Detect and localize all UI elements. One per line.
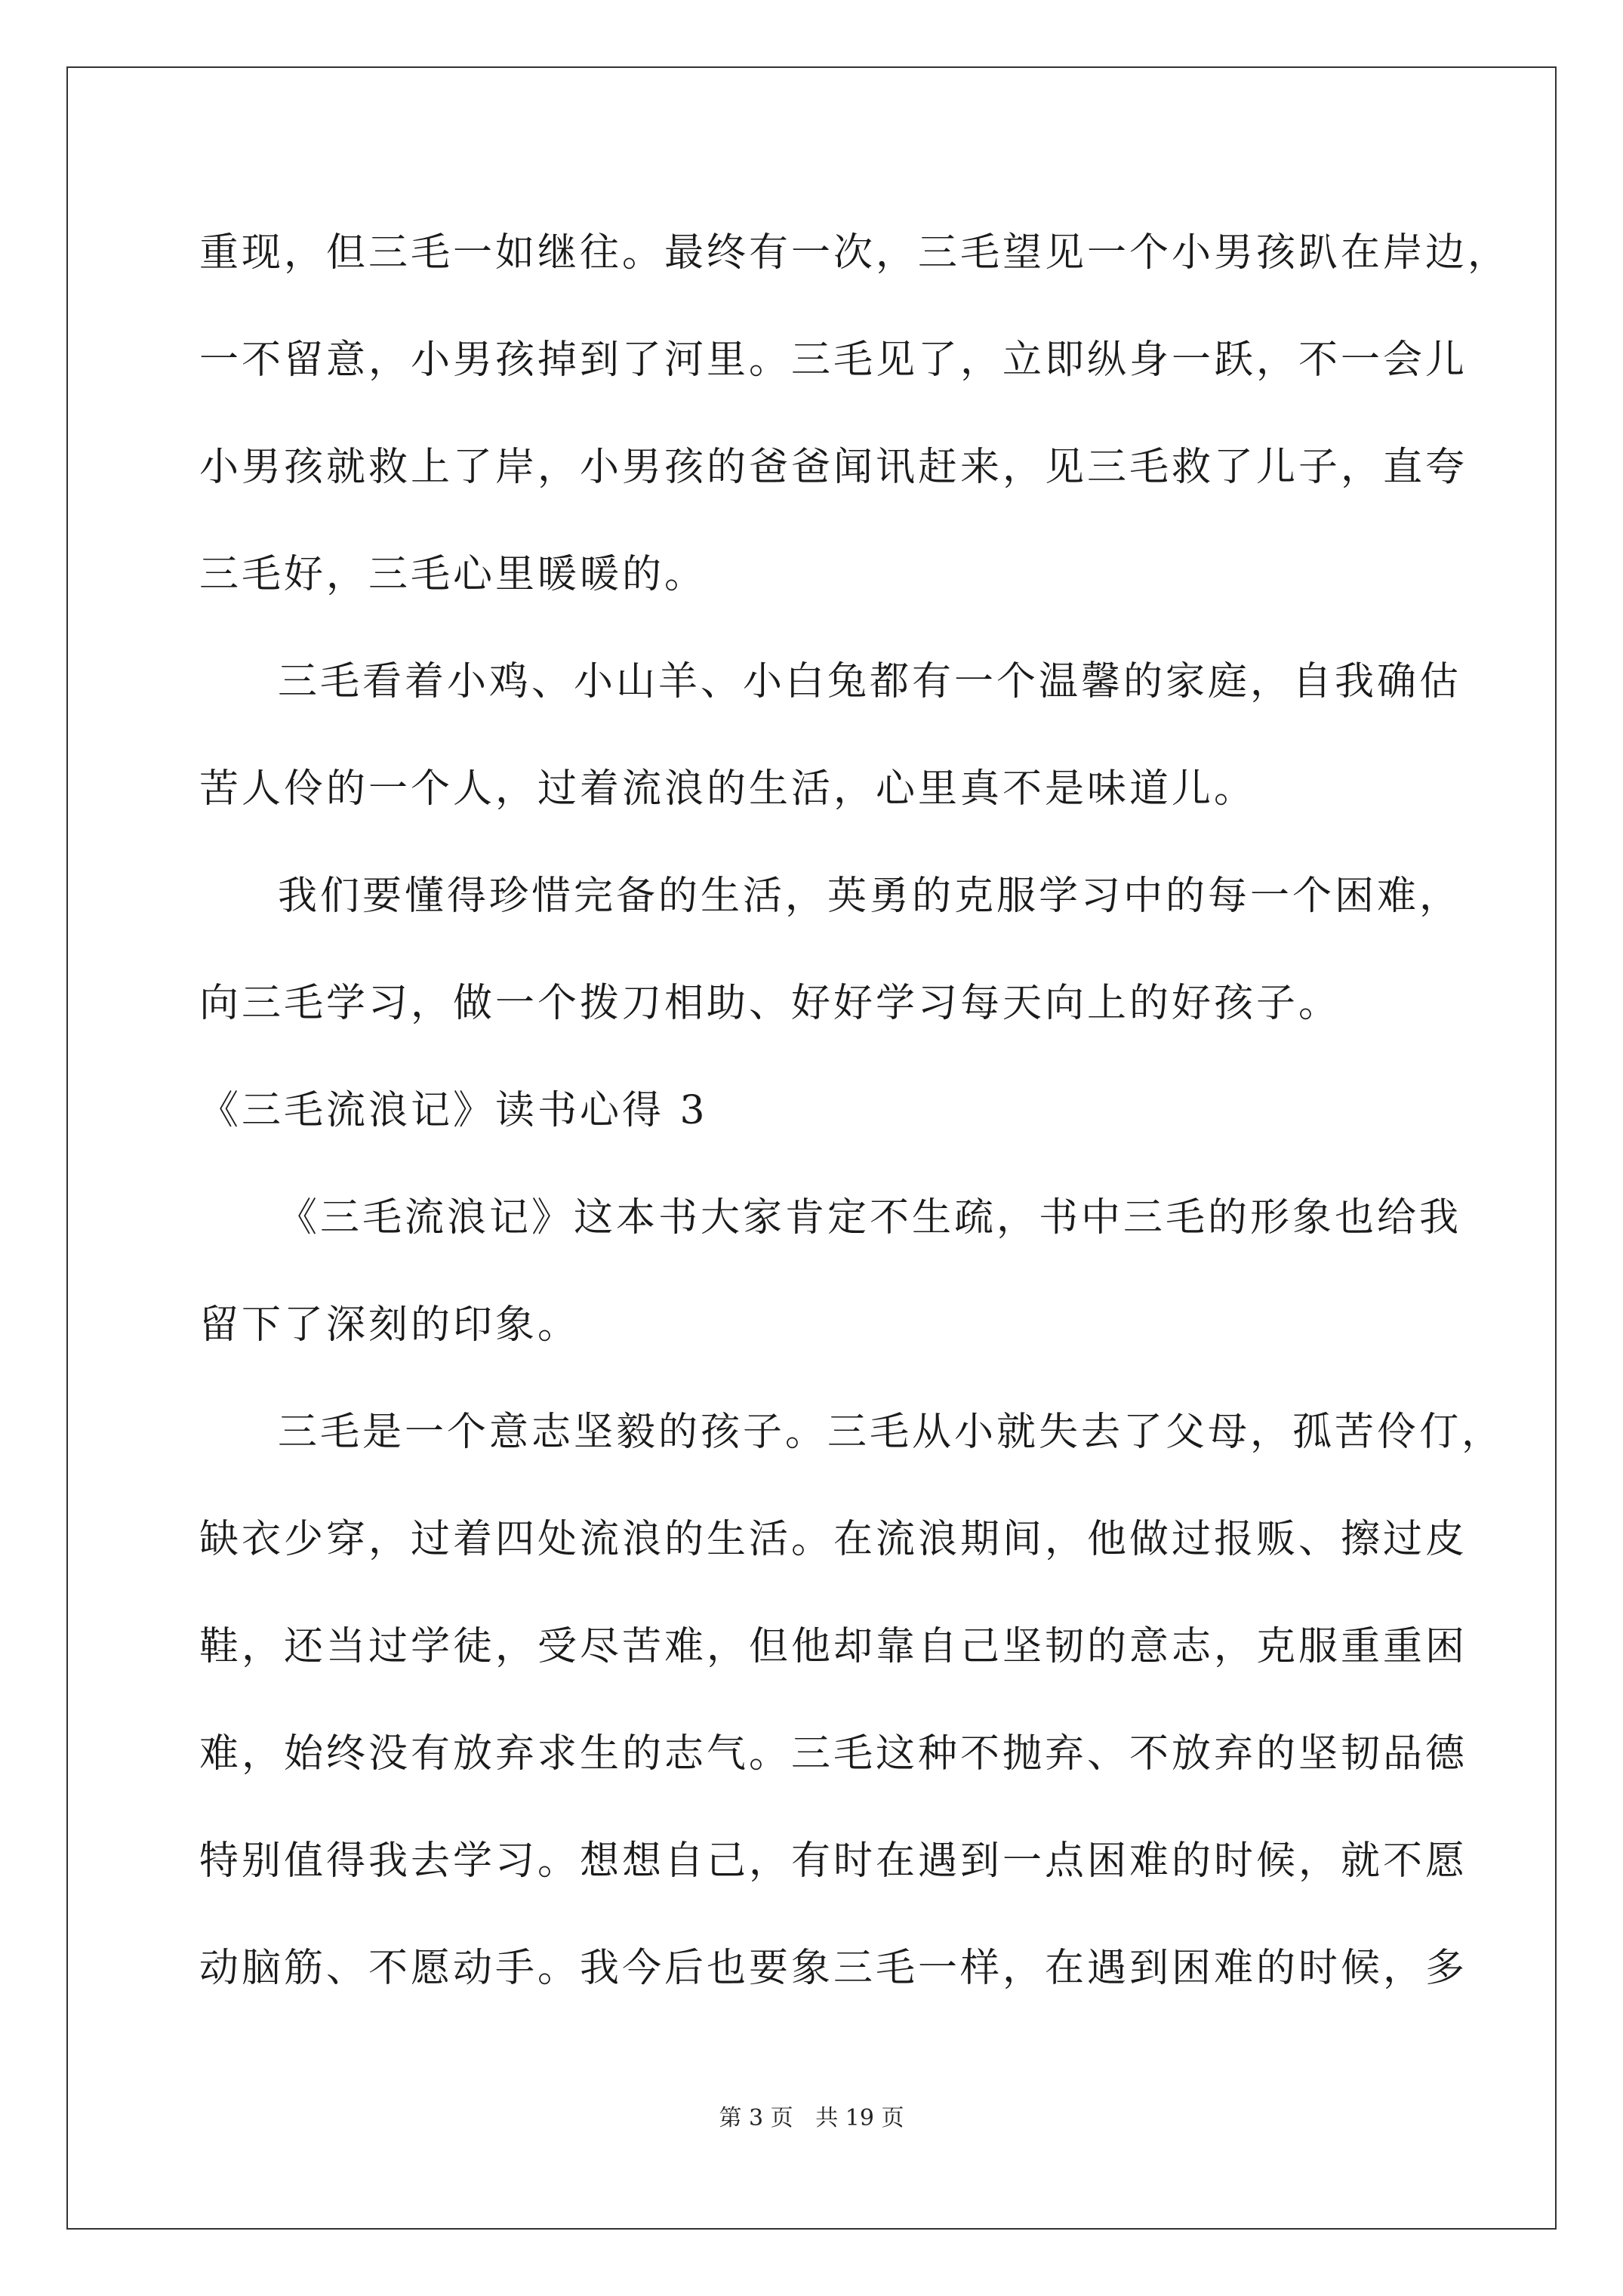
text-line: 重现，但三毛一如继往。最终有一次，三毛望见一个小男孩趴在岸边， [199,230,1511,276]
text-line: 苦人伶的一个人，过着流浪的生活，心里真不是味道儿。 [199,766,1257,812]
text-line: 特别值得我去学习。想想自己，有时在遇到一点困难的时候，就不愿 [199,1838,1468,1884]
text-line: 难，始终没有放弃求生的志气。三毛这种不抛弃、不放弃的坚韧品德 [199,1731,1468,1777]
page-number: 第 3 页 [719,2105,793,2131]
text-line: 留下了深刻的印象。 [199,1302,581,1348]
text-line: 缺衣少穿，过着四处流浪的生活。在流浪期间，他做过报贩、擦过皮 [199,1517,1468,1562]
text-line: 三毛是一个意志坚毅的孩子。三毛从小就失去了父母，孤苦伶仃， [278,1410,1504,1455]
page-total: 共 19 页 [815,2105,904,2131]
page-footer [0,2103,1623,2134]
text-line: 动脑筋、不愿动手。我今后也要象三毛一样，在遇到困难的时候，多 [199,1946,1468,1991]
text-line: 向三毛学习，做一个拨刀相助、好好学习每天向上的好孩子。 [199,981,1341,1026]
text-line: 我们要懂得珍惜完备的生活，英勇的克服学习中的每一个困难， [278,874,1462,919]
text-line: 一不留意，小男孩掉到了河里。三毛见了，立即纵身一跃，不一会儿 [199,337,1468,383]
text-line: 三毛好，三毛心里暖暖的。 [199,552,707,597]
section-heading: 《三毛流浪记》读书心得 3 [199,1088,708,1133]
text-line: 三毛看着小鸡、小山羊、小白兔都有一个温馨的家庭，自我确估 [278,659,1462,704]
text-line: 《三毛流浪记》这本书大家肯定不生疏，书中三毛的形象也给我 [278,1195,1462,1240]
text-line: 小男孩就救上了岸，小男孩的爸爸闻讯赶来，见三毛救了儿子，直夸 [199,445,1468,490]
text-line: 鞋，还当过学徒，受尽苦难，但他却靠自己坚韧的意志，克服重重困 [199,1624,1468,1669]
